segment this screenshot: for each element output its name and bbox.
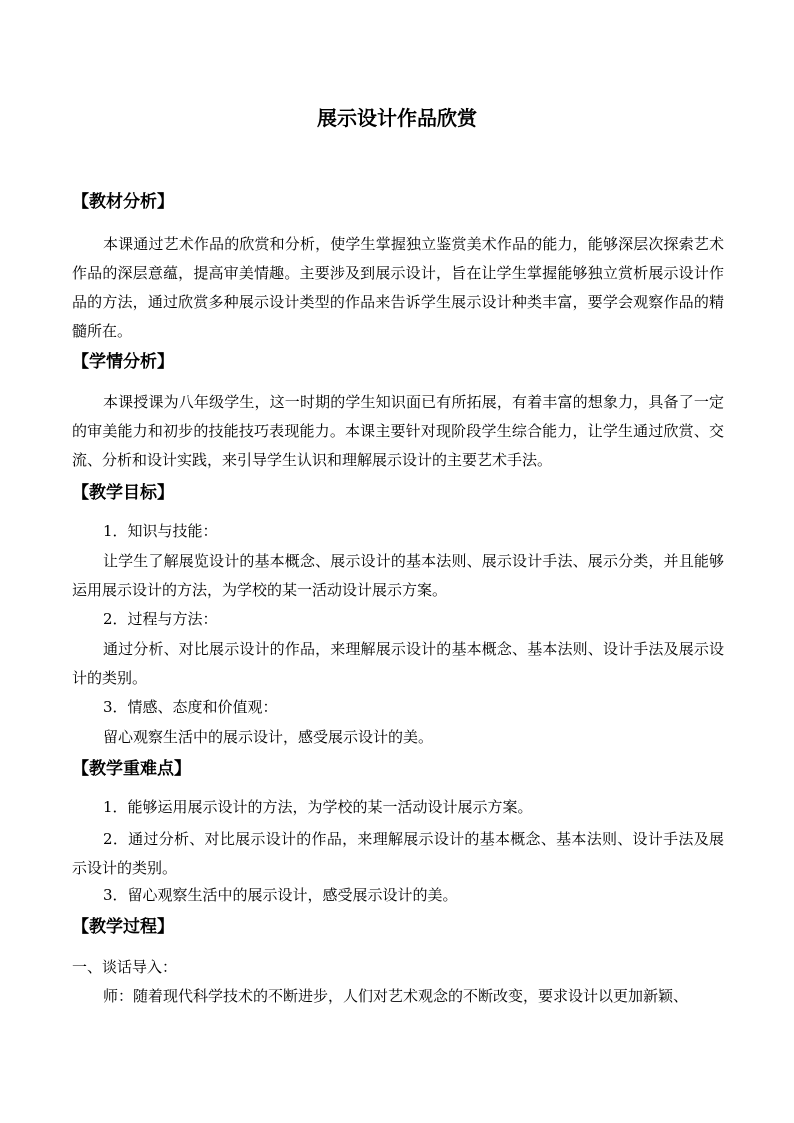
goal-1-text: 让学生了解展览设计的基本概念、展示设计的基本法则、展示设计手法、展示分类，并且能够运用展示设计的方法，为学校的某一活动设计展示方案。 (72, 552, 724, 599)
key-point-2: 2．通过分析、对比展示设计的作品，来理解展示设计的基本概念、基本法则、设计手法及展示设计的类别。 (72, 830, 724, 877)
goal-2-text: 通过分析、对比展示设计的作品，来理解展示设计的基本概念、基本法则、设计手法及展示设计的类别。 (72, 640, 724, 687)
goal-3-text: 留心观察生活中的展示设计，感受展示设计的美。 (103, 728, 434, 746)
key-point-3: 3．留心观察生活中的展示设计，感受展示设计的美。 (103, 886, 458, 904)
heading-textbook-analysis: 【教材分析】 (72, 192, 174, 212)
process-step-1-text: 师：随着现代科学技术的不断进步，人们对艺术观念的不断改变，要求设计以更加新颖、 (103, 987, 689, 1005)
process-step-1-label: 一、谈话导入： (72, 958, 178, 976)
goal-3-label: 3．情感、态度和价值观： (103, 698, 278, 716)
heading-teaching-process: 【教学过程】 (72, 917, 174, 937)
document-title: 展示设计作品欣赏 (317, 106, 477, 130)
goal-2-label: 2．过程与方法： (103, 610, 218, 628)
key-point-1: 1．能够运用展示设计的方法，为学校的某一活动设计展示方案。 (103, 798, 533, 816)
heading-student-analysis: 【学情分析】 (72, 352, 174, 372)
paragraph-student-analysis: 本课授课为八年级学生，这一时期的学生知识面已有所拓展，有着丰富的想象力，具备了一定的审美能力和初步的技能技巧表现能力。本课主要针对现阶段学生综合能力，让学生通过欣赏、交流、分析和设计实践，来引导学生认识和理解展示设计的主要艺术手法。 (72, 393, 724, 469)
paragraph-textbook-analysis: 本课通过艺术作品的欣赏和分析，使学生掌握独立鉴赏美术作品的能力，能够深层次探索艺术作品的深层意蕴，提高审美情趣。主要涉及到展示设计，旨在让学生掌握能够独立赏析展示设计作品的方法，通过欣赏多种展示设计类型的作品来告诉学生展示设计种类丰富，要学会观察作品的精髓所在。 (72, 235, 724, 340)
heading-teaching-goals: 【教学目标】 (72, 483, 174, 503)
heading-key-points: 【教学重难点】 (72, 759, 191, 779)
goal-1-label: 1．知识与技能： (103, 522, 218, 540)
